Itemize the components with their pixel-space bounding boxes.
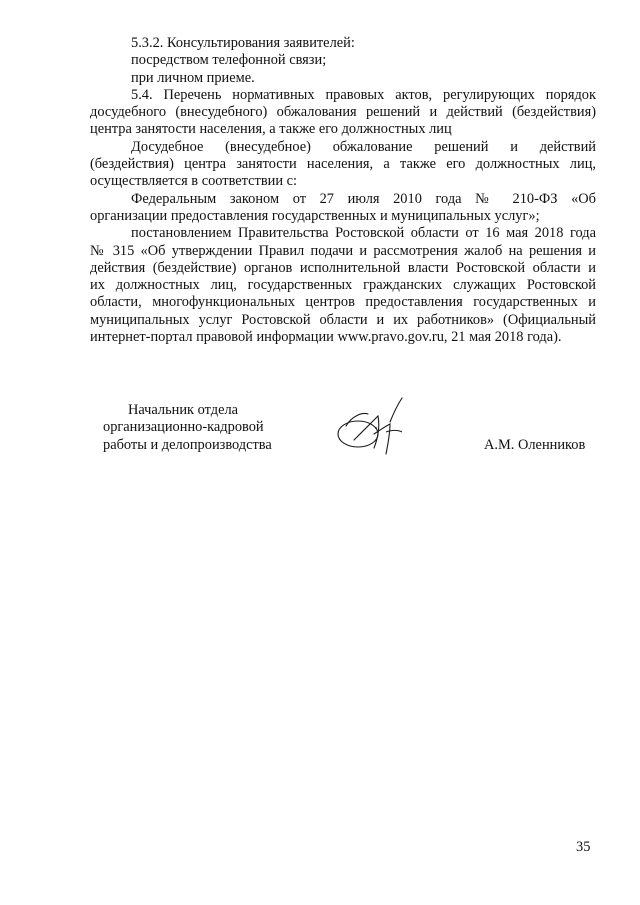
signer-position-line: организационно-кадровой (103, 419, 264, 436)
text-line: (бездействия) центра занятости населения, а также его должностных лиц, (90, 156, 596, 173)
text-line: постановлением Правительства Ростовской области от 16 мая 2018 года (131, 225, 596, 242)
text-line: 5.4. Перечень нормативных правовых актов, регулирующих порядок (131, 86, 596, 103)
text-line: организации предоставления государственных и муниципальных услуг»; (90, 207, 540, 224)
text-line: посредством телефонной связи; (131, 52, 327, 69)
signer-position (103, 402, 272, 454)
text-line: 5.3.2. Консультирования заявителей: (131, 35, 355, 51)
document-body (90, 35, 596, 346)
text-line: осуществляется в соответствии с: (90, 173, 297, 190)
text-line: при личном приеме. (131, 69, 255, 86)
text-line: интернет-портал правовой информации www.pravo.gov.ru, 21 мая 2018 года). (90, 329, 562, 346)
text-line: Досудебное (внесудебное) обжалование решений и действий (131, 138, 596, 155)
text-line: № 315 «Об утверждении Правил подачи и рассмотрения жалоб на решения и (90, 242, 596, 259)
text-line: досудебного (внесудебного) обжалования решений и действий (бездействия) (90, 104, 596, 121)
text-line: их должностных лиц, государственных гражданских служащих Ростовской (90, 277, 596, 294)
text-line: Федеральным законом от 27 июля 2010 года № 210-ФЗ «Об (131, 190, 596, 207)
handwritten-signature (328, 392, 428, 464)
text-line: области, многофункциональных центров предоставления государственных и (90, 294, 596, 311)
text-line: муниципальных услуг Ростовской области и их работников» (Официальный (90, 311, 596, 328)
signer-position-line: Начальник отдела (127, 402, 239, 418)
page-number: 35 (576, 839, 591, 855)
signer-name: А.М. Оленников (484, 437, 586, 453)
text-line: центра занятости населения, а также его должностных лиц (90, 121, 452, 138)
signer-position-line: работы и делопроизводства (103, 436, 272, 453)
text-line: действия (бездействие) органов исполнительной власти Ростовской области и (90, 259, 596, 276)
